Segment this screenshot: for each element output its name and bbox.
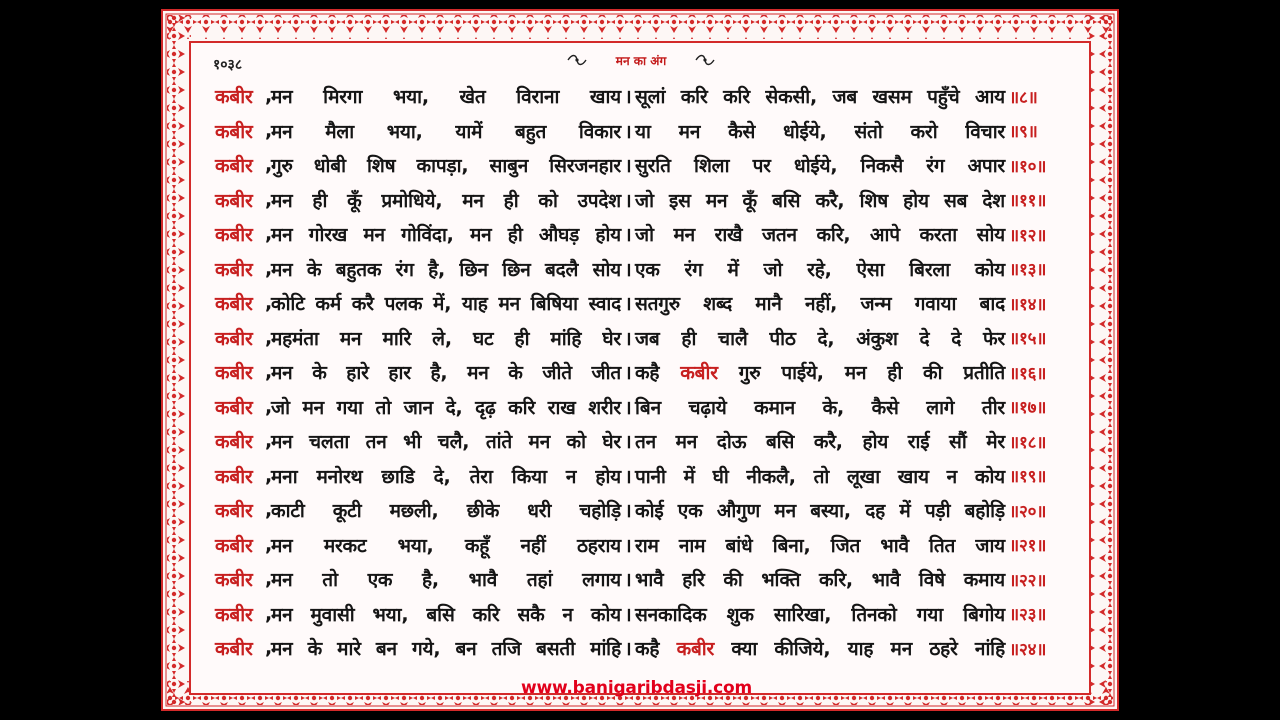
comma: , xyxy=(265,119,273,142)
danda-separator: । xyxy=(624,120,632,143)
verse-first-half: मन चलता तन भी चलै, तांते मन को घेर xyxy=(271,431,621,454)
danda-separator: । xyxy=(624,189,632,212)
comma: , xyxy=(265,499,273,522)
verse-first-half: मन तो एक है, भावै तहां लगाय xyxy=(271,569,621,592)
verse-number: ॥१८॥ xyxy=(1009,432,1047,453)
verse-row xyxy=(215,355,1073,390)
verse-number: ॥१७॥ xyxy=(1009,398,1047,419)
website-watermark: www.banigaribdasji.com xyxy=(521,678,753,698)
verse-first-half: मन मुवासी भया, बसि करि सकै न कोय xyxy=(271,603,621,626)
poet-name: कबीर xyxy=(215,155,253,178)
comma: , xyxy=(265,154,273,177)
poet-name: कबीर xyxy=(215,534,253,557)
comma: , xyxy=(265,223,273,246)
poet-name: कबीर xyxy=(215,362,253,385)
poet-name-inline: कबीर xyxy=(676,638,715,661)
comma: , xyxy=(265,464,273,487)
verse-second-half: कहै कबीर गुरु पाईये, मन ही की प्रतीति xyxy=(635,362,1005,385)
verse-number: ॥२२॥ xyxy=(1009,570,1047,591)
ornament-left-icon xyxy=(567,54,587,66)
danda-separator: । xyxy=(624,258,632,281)
verse-row xyxy=(215,493,1073,528)
verse-row xyxy=(215,424,1073,459)
poet-name: कबीर xyxy=(215,189,253,212)
verse-number: ॥१२॥ xyxy=(1009,225,1047,246)
comma: , xyxy=(265,85,273,108)
danda-separator: । xyxy=(624,534,632,557)
verse-first-half: गुरु धोबी शिष कापड़ा, साबुन सिरजनहार xyxy=(271,155,621,178)
poet-name: कबीर xyxy=(215,293,253,316)
verse-row xyxy=(215,217,1073,252)
danda-separator: । xyxy=(624,362,632,385)
verse-list xyxy=(215,79,1073,666)
danda-separator: । xyxy=(624,293,632,316)
danda-separator: । xyxy=(624,224,632,247)
ornament-right-icon xyxy=(695,54,715,66)
verse-second-half: जब ही चालै पीठ दे, अंकुश दे दे फेर xyxy=(635,327,1005,350)
verse-second-half: कोई एक औगुण मन बस्या, दह में पड़ी बहोड़ि xyxy=(635,500,1005,523)
poet-name: कबीर xyxy=(215,569,253,592)
danda-separator: । xyxy=(624,86,632,109)
verse-first-half: मन मैला भया, यामें बहुत विकार xyxy=(271,120,621,143)
danda-separator: । xyxy=(624,327,632,350)
verse-first-half: जो मन गया तो जान दे, दृढ़ करि राख शरीर xyxy=(271,396,621,419)
poet-name: कबीर xyxy=(215,603,253,626)
verse-number: ॥१६॥ xyxy=(1009,363,1047,384)
verse-second-half: जो मन राखै जतन करि, आपे करता सोय xyxy=(635,224,1005,247)
verse-first-half: मन मरकट भया, कहूँ नहीं ठहराय xyxy=(271,534,621,557)
poet-name: कबीर xyxy=(215,258,253,281)
verse-number: ॥१४॥ xyxy=(1009,294,1047,315)
verse-row xyxy=(215,459,1073,494)
verse-number: ॥८॥ xyxy=(1009,87,1038,108)
verse-second-half: सुरति शिला पर धोईये, निकसै रंग अपार xyxy=(635,155,1005,178)
verse-first-half: महमंता मन मारि ले, घट ही मांहि घेर xyxy=(271,327,621,350)
verse-second-half: भावै हरि की भक्ति करि, भावै विषे कमाय xyxy=(635,569,1005,592)
verse-second-half: या मन कैसे धोईये, संतो करो विचार xyxy=(635,120,1005,143)
verse-row xyxy=(215,597,1073,632)
poet-name: कबीर xyxy=(215,465,253,488)
poet-name: कबीर xyxy=(215,86,253,109)
verse-second-half: एक रंग में जो रहे, ऐसा बिरला कोय xyxy=(635,258,1005,281)
verse-number: ॥१९॥ xyxy=(1009,467,1047,488)
danda-separator: । xyxy=(624,500,632,523)
verse-first-half: मन गोरख मन गोविंदा, मन ही औघड़ होय xyxy=(271,224,621,247)
verse-second-half: पानी में घी नीकलै, तो लूखा खाय न कोय xyxy=(635,465,1005,488)
comma: , xyxy=(265,568,273,591)
verse-number: ॥२३॥ xyxy=(1009,605,1047,626)
page-number: १०३८ xyxy=(213,57,243,73)
comma: , xyxy=(265,533,273,556)
verse-row xyxy=(215,321,1073,356)
danda-separator: । xyxy=(624,465,632,488)
verse-second-half: कहै कबीर क्या कीजिये, याह मन ठहरे नांहि xyxy=(635,638,1005,661)
poet-name-inline: कबीर xyxy=(680,362,718,385)
verse-row xyxy=(215,148,1073,183)
comma: , xyxy=(265,257,273,280)
verse-number: ॥१०॥ xyxy=(1009,156,1047,177)
verse-row xyxy=(215,183,1073,218)
verse-first-half: मन के हारे हार है, मन के जीते जीत xyxy=(271,362,621,385)
poet-name: कबीर xyxy=(215,120,253,143)
verse-number: ॥१५॥ xyxy=(1009,329,1047,350)
verse-number: ॥२४॥ xyxy=(1009,639,1047,660)
poet-name: कबीर xyxy=(215,638,253,661)
verse-second-half: सूलां करि करि सेकसी, जब खसम पहुँचे आय xyxy=(635,86,1005,109)
poet-name: कबीर xyxy=(215,500,253,523)
section-heading: मन का अंग xyxy=(615,54,667,68)
poet-name: कबीर xyxy=(215,224,253,247)
verse-first-half: काटी कूटी मछली, छीके धरी चहोड़ि xyxy=(271,500,621,523)
scripture-page xyxy=(161,9,1119,711)
danda-separator: । xyxy=(624,431,632,454)
verse-number: ॥२१॥ xyxy=(1009,536,1047,557)
danda-separator: । xyxy=(624,569,632,592)
verse-number: ॥२०॥ xyxy=(1009,501,1047,522)
verse-first-half: मना मनोरथ छाडि दे, तेरा किया न होय xyxy=(271,465,621,488)
danda-separator: । xyxy=(624,638,632,661)
verse-first-half: मन मिरगा भया, खेत विराना खाय xyxy=(271,86,621,109)
verse-number: ॥११॥ xyxy=(1009,191,1047,212)
verse-second-half: जो इस मन कूँ बसि करै, शिष होय सब देश xyxy=(635,189,1005,212)
comma: , xyxy=(265,326,273,349)
verse-second-half: तन मन दोऊ बसि करै, होय राई सौं मेर xyxy=(635,431,1005,454)
verse-first-half: कोटि कर्म करै पलक में, याह मन बिषिया स्वाद xyxy=(271,293,621,316)
comma: , xyxy=(265,361,273,384)
poet-name: कबीर xyxy=(215,396,253,419)
comma: , xyxy=(265,292,273,315)
verse-row xyxy=(215,114,1073,149)
verse-first-half: मन के बहुतक रंग है, छिन छिन बदलै सोय xyxy=(271,258,621,281)
verse-row xyxy=(215,252,1073,287)
comma: , xyxy=(265,188,273,211)
comma: , xyxy=(265,395,273,418)
verse-row xyxy=(215,562,1073,597)
verse-first-half: मन ही कूँ प्रमोधिये, मन ही को उपदेश xyxy=(271,189,621,212)
verse-row xyxy=(215,286,1073,321)
verse-row xyxy=(215,631,1073,666)
comma: , xyxy=(265,602,273,625)
poet-name: कबीर xyxy=(215,431,253,454)
poet-name: कबीर xyxy=(215,327,253,350)
verse-number: ॥१३॥ xyxy=(1009,260,1047,281)
verse-second-half: राम नाम बांधे बिना, जित भावै तित जाय xyxy=(635,534,1005,557)
verse-row xyxy=(215,528,1073,563)
verse-second-half: सनकादिक शुक सारिखा, तिनको गया बिगोय xyxy=(635,603,1005,626)
danda-separator: । xyxy=(624,396,632,419)
comma: , xyxy=(265,637,273,660)
verse-second-half: सतगुरु शब्द मानै नहीं, जन्म गवाया बाद xyxy=(635,293,1005,316)
comma: , xyxy=(265,430,273,453)
danda-separator: । xyxy=(624,603,632,626)
verse-row xyxy=(215,390,1073,425)
danda-separator: । xyxy=(624,155,632,178)
verse-second-half: बिन चढ़ाये कमान के, कैसे लागे तीर xyxy=(635,396,1005,419)
verse-row xyxy=(215,79,1073,114)
verse-first-half: मन के मारे बन गये, बन तजि बसती मांहि xyxy=(271,638,621,661)
verse-number: ॥९॥ xyxy=(1009,122,1038,143)
